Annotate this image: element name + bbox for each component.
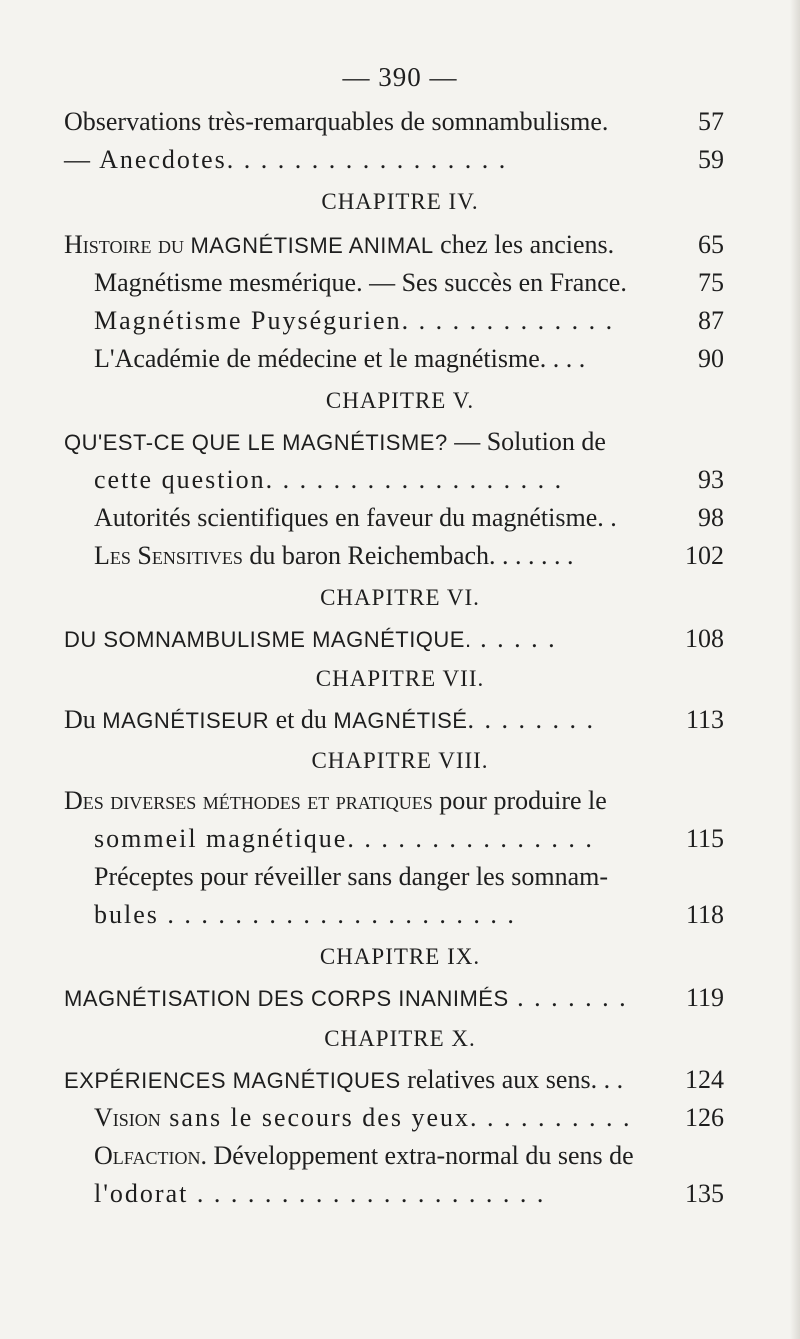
toc-entry — [94, 263, 724, 303]
toc-entry-text: L'Académie de médecine et le magnétisme. . . . — [94, 344, 586, 373]
toc-entry-rest: sans le secours des yeux. . . . . . . . . . — [160, 1103, 632, 1132]
toc-entry-text — [64, 422, 606, 463]
toc-entry-lead: Vision — [94, 1103, 161, 1132]
toc-entry-rest: Développement extra-normal du sens de — [206, 1141, 634, 1170]
toc-entry-caps: MAGNÉTISEUR — [102, 708, 270, 733]
toc-entry-caps: DU SOMNAMBULISME MAGNÉTIQUE. — [64, 627, 472, 652]
chapter-heading: CHAPITRE IV. — [321, 189, 479, 214]
chapter-heading: CHAPITRE X. — [324, 1026, 476, 1051]
toc-entry-page: 119 — [685, 983, 724, 1012]
toc-entry-text: sommeil magnétique. . . . . . . . . . . . . . . — [94, 824, 594, 853]
toc-entry-page: 135 — [685, 1179, 724, 1208]
toc-entry-text — [64, 781, 607, 821]
toc-entry — [64, 619, 724, 659]
toc-entry-rest: pour produire le — [432, 786, 607, 815]
toc-entry-rest: Du — [64, 705, 103, 734]
toc-entry-page: 113 — [685, 705, 724, 734]
chapter-heading: CHAPITRE VIII. — [311, 748, 489, 773]
toc-entry — [94, 857, 724, 897]
toc-entry-page: 98 — [698, 503, 724, 532]
toc-entry-rest: du baron Reichembach. . . . . . . — [242, 541, 574, 570]
toc-entry — [64, 140, 724, 180]
toc-entry-text: Autorités scientifiques en faveur du magnétisme. . — [94, 503, 617, 532]
page-number: — 390 — — [342, 62, 458, 92]
toc-entry-page: 65 — [698, 230, 724, 259]
toc-entry-caps: EXPÉRIENCES MAGNÉTIQUES — [64, 1068, 401, 1093]
toc-entry — [64, 225, 724, 265]
toc-entry — [94, 819, 724, 859]
toc-entry-rest: chez les anciens. — [433, 230, 615, 259]
toc-entry — [94, 895, 724, 935]
toc-entry-text — [64, 225, 614, 266]
toc-entry-lead: Olfaction. — [94, 1141, 207, 1170]
toc-entry — [94, 460, 724, 500]
toc-entry-text — [94, 536, 574, 576]
toc-entry-caps: QU'EST-CE QUE LE MAGNÉTISME? — [64, 430, 448, 455]
toc-entry — [94, 536, 724, 576]
toc-entry-page: 108 — [685, 624, 724, 653]
toc-entry — [64, 700, 724, 740]
toc-entry-text: Préceptes pour réveiller sans danger les somnam- — [94, 862, 609, 891]
toc-entry-text — [94, 1136, 634, 1176]
toc-entry-page: 102 — [685, 541, 724, 570]
toc-entry — [94, 498, 724, 538]
toc-entry-page: 90 — [698, 344, 724, 373]
chapter-heading: CHAPITRE VI. — [320, 585, 480, 610]
toc-entry-text: l'odorat . . . . . . . . . . . . . . . . . . . . . — [94, 1179, 546, 1208]
toc-entry — [64, 978, 724, 1018]
toc-entry-caps: MAGNÉTISÉ — [333, 708, 468, 733]
toc-entry-rest: . . . . . — [471, 624, 557, 653]
toc-entry — [64, 781, 724, 821]
toc-entry-lead: Histoire du — [64, 230, 184, 259]
toc-entry — [94, 1136, 724, 1176]
toc-entry — [64, 1060, 724, 1100]
toc-entry-lead: Les Sensitives — [94, 541, 243, 570]
chapter-heading: CHAPITRE V. — [325, 388, 475, 413]
toc-entry-text — [64, 978, 628, 1019]
toc-entry-lead: Des diverses méthodes et pratiques — [64, 786, 433, 815]
toc-entry-text — [94, 1098, 632, 1138]
toc-entry — [94, 1098, 724, 1138]
toc-entry — [64, 102, 724, 142]
toc-entry-text — [64, 619, 557, 660]
toc-entry-text: Magnétisme Puységurien. . . . . . . . . . . . . — [94, 306, 615, 335]
toc-entry-page: 75 — [698, 268, 724, 297]
toc-entry-page: 93 — [698, 465, 724, 494]
toc-entry-page: 59 — [698, 145, 724, 174]
toc-entry — [94, 301, 724, 341]
toc-entry — [64, 422, 724, 462]
chapter-heading: CHAPITRE VII. — [315, 666, 485, 691]
toc-entry-page: 126 — [685, 1103, 724, 1132]
toc-entry-text: cette question. . . . . . . . . . . . . . . . . . — [94, 465, 564, 494]
toc-entry-page: 118 — [685, 900, 724, 929]
toc-entry-rest: relatives aux sens. . . — [400, 1065, 624, 1094]
toc-entry-rest: . . . . . . . — [508, 983, 628, 1012]
toc-entry-rest: — Solution de — [447, 427, 606, 456]
toc-entry-text — [64, 1060, 623, 1101]
toc-entry-caps: MAGNÉTISME ANIMAL — [190, 233, 434, 258]
toc-entry-rest: . . . . . . . . — [467, 705, 595, 734]
toc-entry-page: 115 — [685, 824, 724, 853]
toc-entry-caps: MAGNÉTISATION DES CORPS INANIMÉS — [64, 986, 509, 1011]
toc-entry-text: Observations très-remarquables de somnambulisme. — [64, 107, 609, 136]
toc-entry-text: — Anecdotes. . . . . . . . . . . . . . . . . — [64, 145, 508, 174]
toc-entry-text: bules . . . . . . . . . . . . . . . . . . . . . — [94, 900, 516, 929]
toc-entry-text: Magnétisme mesmérique. — Ses succès en France. — [94, 268, 627, 297]
toc-entry-text — [64, 700, 595, 741]
toc-entry-page: 124 — [685, 1065, 724, 1094]
toc-entry-page: 57 — [698, 107, 724, 136]
toc-entry-page: 87 — [698, 306, 724, 335]
toc-entry-rest: et du — [269, 705, 334, 734]
toc-entry — [94, 1174, 724, 1214]
chapter-heading: CHAPITRE IX. — [319, 944, 481, 969]
toc-entry — [94, 339, 724, 379]
